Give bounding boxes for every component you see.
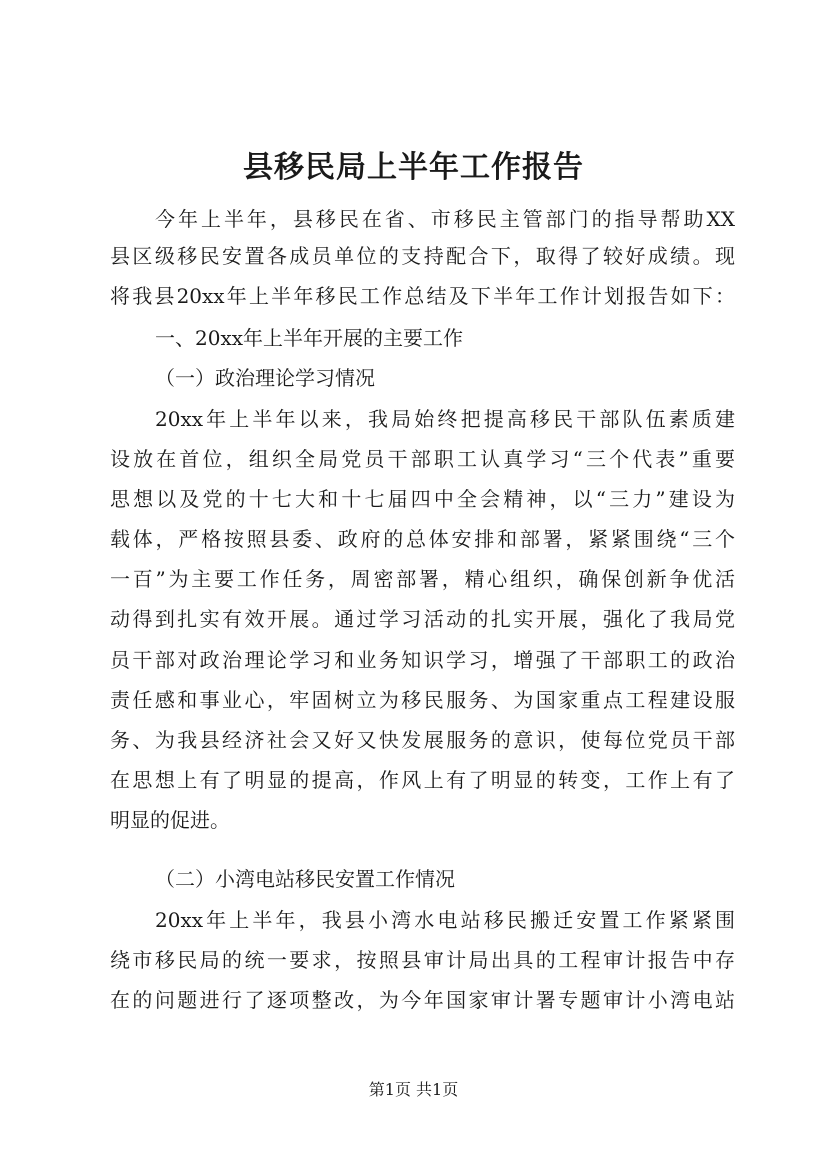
page-footer: 第1页 共1页 [368,1080,459,1099]
paragraph-line: 责任感和事业心，牢固树立为移民服务、为国家重点工程建设服 [110,688,735,712]
subsection-heading: （一）政治理论学习情况 [155,366,375,390]
paragraph-line: 20xx年上半年，我县小湾水电站移民搬迁安置工作紧紧围 [155,908,735,932]
paragraph-line: 载体，严格按照县委、政府的总体安排和部署，紧紧围绕“三个 [110,527,735,551]
paragraph-line: 县区级移民安置各成员单位的支持配合下，取得了较好成绩。现 [110,244,735,268]
paragraph-line: 明显的促进。 [110,808,230,832]
subsection-heading: （二）小湾电站移民安置工作情况 [155,867,455,891]
document-title: 县移民局上半年工作报告 [243,150,584,185]
paragraph-line: 员干部对政治理论学习和业务知识学习，增强了干部职工的政治 [110,648,735,672]
section-heading: 一、20xx年上半年开展的主要工作 [155,326,464,350]
paragraph-line: 务、为我县经济社会又好又快发展服务的意识，使每位党员干部 [110,728,735,752]
paragraph-line: 绕市移民局的统一要求，按照县审计局出具的工程审计报告中存 [110,948,735,972]
paragraph-line: 在思想上有了明显的提高，作风上有了明显的转变，工作上有了 [110,768,735,792]
paragraph-line: 今年上半年，县移民在省、市移民主管部门的指导帮助XX [155,207,735,231]
paragraph-line: 设放在首位，组织全局党员干部职工认真学习“三个代表”重要 [110,447,735,471]
paragraph-line: 一百”为主要工作任务，周密部署，精心组织，确保创新争优活 [110,567,735,591]
paragraph-line: 思想以及党的十七大和十七届四中全会精神，以“三力”建设为 [110,487,735,511]
paragraph-line: 动得到扎实有效开展。通过学习活动的扎实开展，强化了我局党 [110,607,735,631]
paragraph-line: 在的问题进行了逐项整改，为今年国家审计署专题审计小湾电站 [110,988,735,1012]
paragraph-line: 20xx年上半年以来，我局始终把提高移民干部队伍素质建 [155,407,735,431]
paragraph-line: 将我县20xx年上半年移民工作总结及下半年工作计划报告如下： [110,284,735,308]
